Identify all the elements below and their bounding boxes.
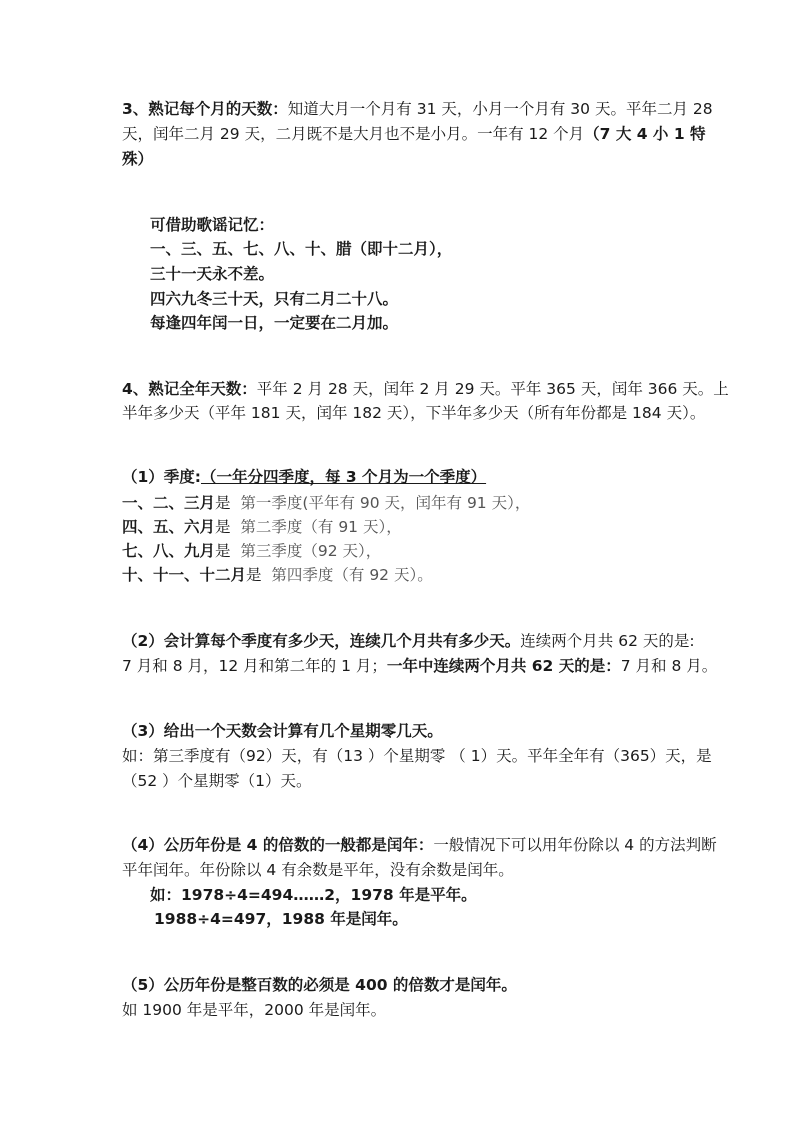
q3-line2: （52 ）个星期零（1）天。 (122, 772, 312, 790)
q5-line1: 如 1900 年是平年，2000 年是闰年。 (122, 1001, 387, 1019)
q4-line2: 平年闰年。年份除以 4 有余数是平年，没有余数是闰年。 (122, 861, 514, 879)
quarter-detail: 第一季度(平年有 90 天，闰年有 91 天）， (240, 494, 531, 512)
q4-line1 (122, 836, 717, 855)
q4-example-2: 1988÷4=497，1988 年是闰年。 (154, 910, 408, 928)
quarter-is: 是 (215, 494, 231, 512)
rhyme-line: 三十一天永不差。 (150, 265, 275, 283)
s3-line3: 殊） (122, 150, 154, 168)
s4-heading: 4、熟记全年天数： (122, 380, 257, 398)
quarter-detail: 第三季度（92 天）， (240, 542, 382, 560)
s3-line2-bold: （7 大 4 小 1 特 (584, 125, 706, 143)
quarter-is: 是 (246, 566, 262, 584)
q5-heading: （5）公历年份是整百数的必须是 400 的倍数才是闰年。 (122, 976, 517, 994)
q2-line2 (122, 657, 717, 676)
quarter-detail: 第四季度（有 92 天）。 (271, 566, 433, 584)
q2-line1-text: 连续两个月共 62 天的是: (520, 632, 695, 650)
quarter-row (122, 494, 530, 513)
q2-line2-b: 一年中连续两个月共 62 天的是： (386, 657, 621, 675)
rhyme-line: 每逢四年闰一日，一定要在二月加。 (150, 314, 399, 332)
q4-example-1: 如：1978÷4=494……2，1978 年是平年。 (150, 886, 477, 904)
quarter-row (122, 518, 402, 537)
rhyme-line: 一、三、五、七、八、十、腊（即十二月）， (150, 240, 453, 258)
rhyme-line: 四六九冬三十天，只有二月二十八。 (150, 290, 399, 308)
s3-heading: 3、熟记每个月的天数： (122, 100, 288, 118)
quarter-is: 是 (215, 542, 231, 560)
rhyme-intro: 可借助歌谣记忆： (150, 216, 275, 234)
quarter-row (122, 542, 381, 561)
q2-line1 (122, 632, 695, 651)
quarter-months: 四、五、六月 (122, 518, 216, 536)
s4-line1 (122, 380, 729, 399)
q3-heading: （3）给出一个天数会计算有几个星期零几天。 (122, 722, 443, 740)
q1-heading-line (122, 468, 486, 487)
q2-heading: （2）会计算每个季度有多少天，连续几个月共有多少天。 (122, 632, 521, 650)
q2-line2-a: 7 月和 8 月，12 月和第二年的 1 月； (122, 657, 387, 675)
s4-line2: 半年多少天（平年 181 天，闰年 182 天），下半年多少天（所有年份都是 184 天）。 (122, 404, 706, 422)
s3-line2-text: 天，闰年二月 29 天，二月既不是大月也不是小月。一年有 12 个月 (122, 125, 585, 143)
s4-line1-text: 平年 2 月 28 天，闰年 2 月 29 天。平年 365 天，闰年 366 天。上 (256, 380, 729, 398)
s3-line1 (122, 100, 713, 119)
quarter-row (122, 566, 433, 585)
q1-heading: （1）季度: (122, 468, 201, 486)
quarter-is: 是 (215, 518, 231, 536)
q2-line2-c: 7 月和 8 月。 (620, 657, 718, 675)
q3-line1: 如：第三季度有（92）天，有（13 ）个星期零 （ 1）天。平年全年有（365）天，是 (122, 747, 712, 765)
quarter-months: 一、二、三月 (122, 494, 216, 512)
quarter-months: 七、八、九月 (122, 542, 216, 560)
quarter-months: 十、十一、十二月 (122, 566, 247, 584)
quarter-detail: 第二季度（有 91 天）， (240, 518, 402, 536)
q4-line1-text: 一般情况下可以用年份除以 4 的方法判断 (433, 836, 717, 854)
q1-heading-underlined: （一年分四季度，每 3 个月为一个季度） (200, 468, 487, 486)
s3-line1-text: 知道大月一个月有 31 天，小月一个月有 30 天。平年二月 28 (287, 100, 713, 118)
s3-line2 (122, 125, 706, 144)
q4-heading: （4）公历年份是 4 的倍数的一般都是闰年： (122, 836, 434, 854)
